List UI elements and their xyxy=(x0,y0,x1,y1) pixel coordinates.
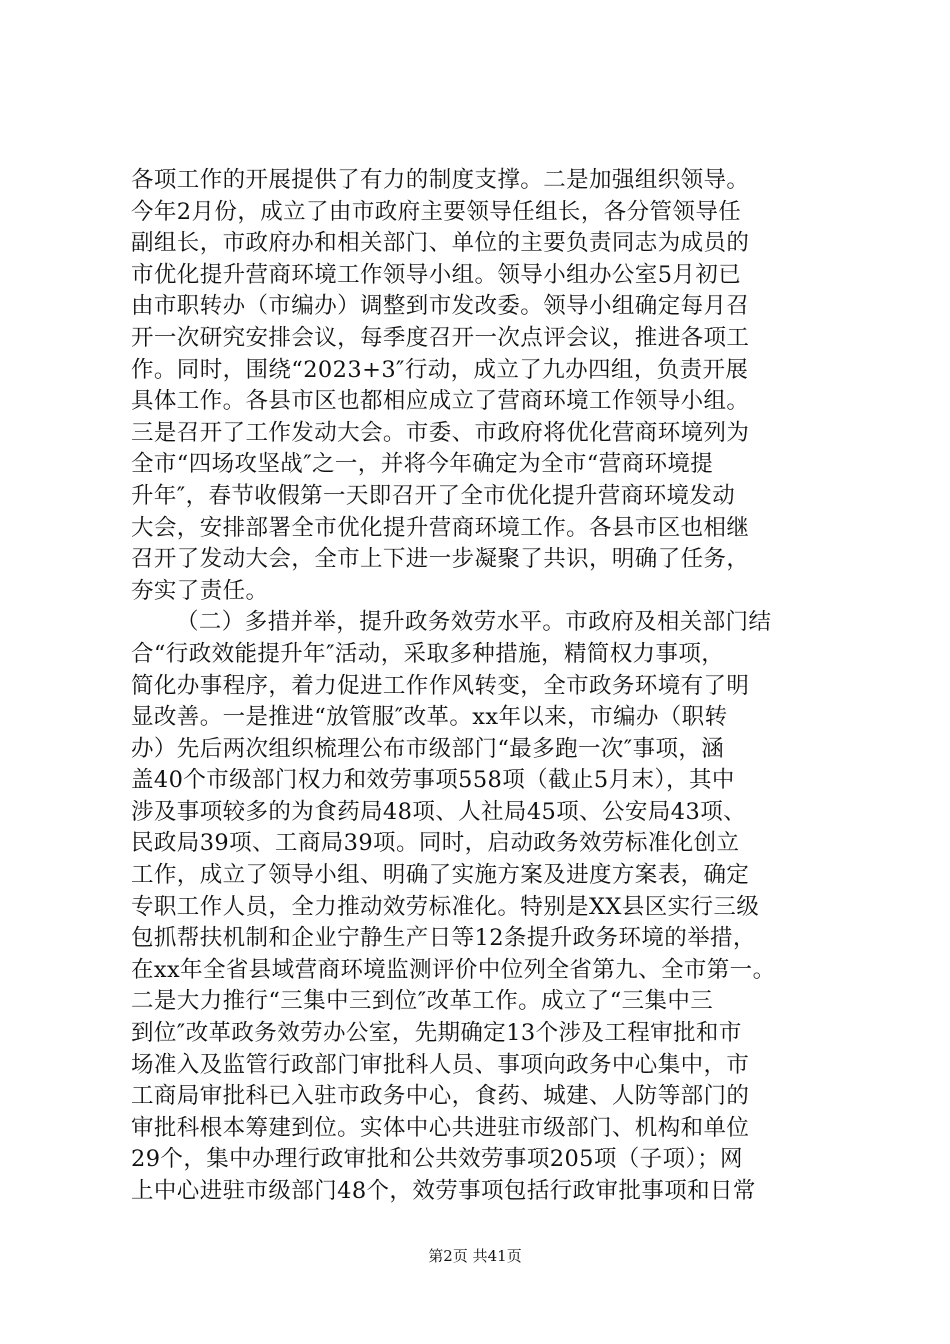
text-line: 今年2月份，成立了由市政府主要领导任组长，各分管领导任 xyxy=(131,198,742,225)
page-footer xyxy=(0,1246,950,1266)
paragraph-heading-line: （二）多措并举，提升政务效劳水平。市政府及相关部门结 xyxy=(176,609,772,636)
text-line: 各项工作的开展提供了有力的制度支撑。二是加强组织领导。 xyxy=(131,167,750,193)
text-line: 专职工作人员，全力推动效劳标准化。特别是XX县区实行三级 xyxy=(131,893,760,920)
text-line: 工作，成立了领导小组、明确了实施方案及进度方案表，确定 xyxy=(131,862,750,889)
text-line: 29个，集中办理行政审批和公共效劳事项205项（子项）；网 xyxy=(131,1146,743,1173)
document-body xyxy=(131,165,831,1208)
text-line: 显改善。一是推进“放管服″改革。xx年以来，市编办（职转 xyxy=(131,704,728,731)
text-line: 民政局39项、工商局39项。同时，启动政务效劳标准化创立 xyxy=(131,830,740,857)
text-line: 盖40个市级部门权力和效劳事项558项（截止5月末），其中 xyxy=(131,767,735,794)
text-line: 在xx年全省县域营商环境监测评价中位列全省第九、全市第一。 xyxy=(131,956,776,983)
text-line: 由市职转办（市编办）调整到市发改委。领导小组确定每月召 xyxy=(131,293,750,320)
page-number-label: 第2页 共41页 xyxy=(428,1247,522,1265)
text-line: 到位″改革政务效劳办公室，先期确定13个涉及工程审批和市 xyxy=(131,1020,742,1047)
text-line: 夯实了责任。 xyxy=(131,577,269,604)
text-line: 具体工作。各县市区也都相应成立了营商环境工作领导小组。 xyxy=(131,388,750,415)
text-line: 简化办事程序，着力促进工作作风转变，全市政务环境有了明 xyxy=(131,672,750,699)
text-line: 办）先后两次组织梳理公布市级部门“最多跑一次″事项，涵 xyxy=(131,735,725,762)
text-line: 升年″，春节收假第一天即召开了全市优化提升营商环境发动 xyxy=(131,482,736,509)
text-line: 场准入及监管行政部门审批科人员、事项向政务中心集中，市 xyxy=(131,1051,750,1078)
text-line: 开一次研究安排会议，每季度召开一次点评会议，推进各项工 xyxy=(131,324,750,351)
text-line: 副组长，市政府办和相关部门、单位的主要负责同志为成员的 xyxy=(131,230,750,257)
text-line: 市优化提升营商环境工作领导小组。领导小组办公室5月初已 xyxy=(131,261,742,288)
text-line: 召开了发动大会，全市上下进一步凝聚了共识，明确了任务， xyxy=(131,546,750,573)
text-line: 合“行政效能提升年″活动，采取多种措施，精简权力事项， xyxy=(131,640,725,667)
text-line: 审批科根本筹建到位。实体中心共进驻市级部门、机构和单位 xyxy=(131,1114,750,1141)
text-line: 涉及事项较多的为食药局48项、人社局45项、公安局43项、 xyxy=(131,798,746,825)
text-line: 三是召开了工作发动大会。市委、市政府将优化营商环境列为 xyxy=(131,419,750,446)
text-line: 作。同时，围绕“2023+3″行动，成立了九办四组，负责开展 xyxy=(131,356,749,383)
text-line: 上中心进驻市级部门48个，效劳事项包括行政审批事项和日常 xyxy=(131,1178,756,1204)
text-line: 二是大力推行“三集中三到位″改革工作。成立了“三集中三 xyxy=(131,988,714,1015)
text-line: 工商局审批科已入驻市政务中心，食药、城建、人防等部门的 xyxy=(131,1083,750,1110)
text-line: 包抓帮扶机制和企业宁静生产日等12条提升政务环境的举措， xyxy=(131,925,756,952)
text-line: 大会，安排部署全市优化提升营商环境工作。各县市区也相继 xyxy=(131,514,750,541)
text-line: 全市“四场攻坚战″之一，并将今年确定为全市“营商环境提 xyxy=(131,451,714,478)
